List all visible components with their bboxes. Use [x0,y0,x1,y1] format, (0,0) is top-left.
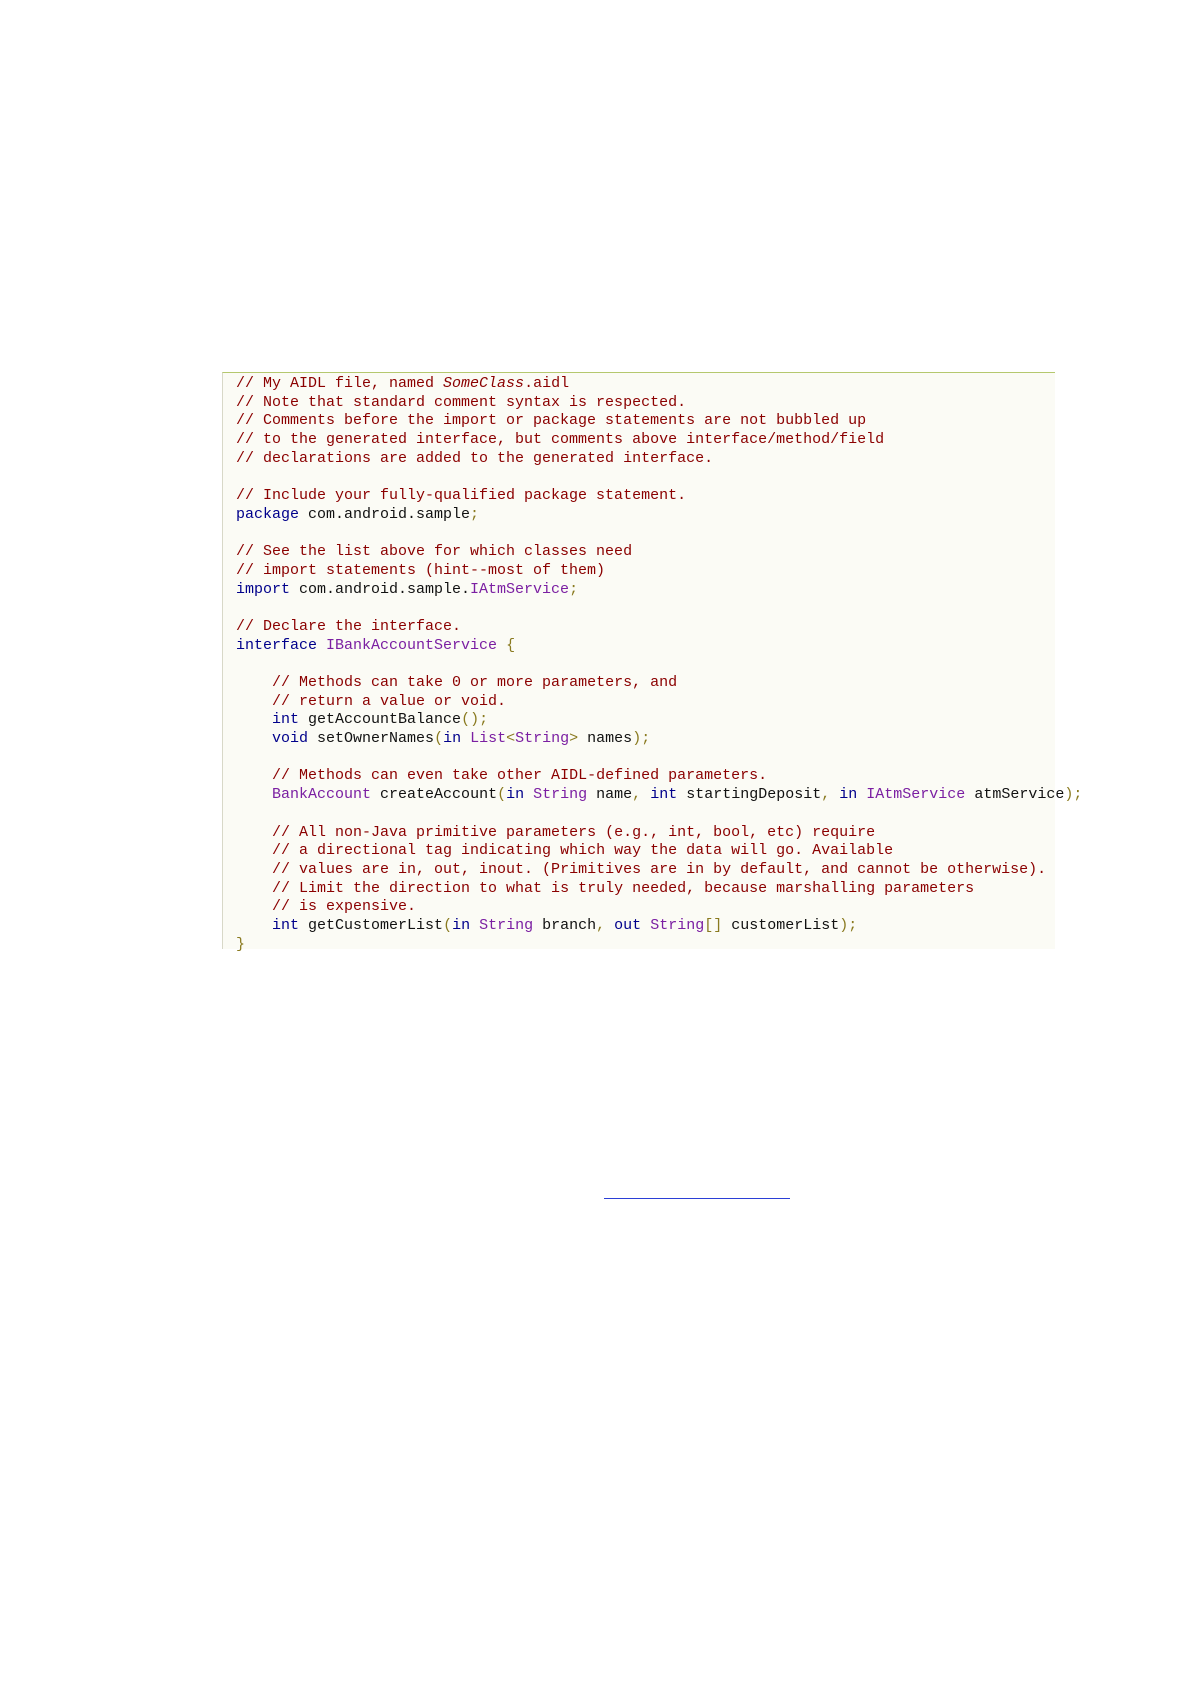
code-token-keyword: in [839,786,858,804]
code-token-plain [236,880,272,897]
code-token-plain [641,786,650,803]
code-token-plain [236,711,272,728]
code-token-plain: names [578,730,633,748]
code-token-plain [236,786,272,803]
code-token-comment: // Include your fully-qualified package statement. [236,487,687,505]
code-token-comment: // See the list above for which classes need [236,543,633,561]
code-token-keyword: void [272,730,309,748]
code-token-plain [857,786,866,803]
code-token-plain [317,637,326,654]
code-token-plain [236,693,272,710]
code-token-plain [236,730,272,747]
code-token-comment-italic: SomeClass [443,375,525,392]
code-line [236,749,1082,768]
code-token-comment: .aidl [524,375,570,392]
code-token-punct: ( [434,730,444,748]
code-token-type: IAtmService [470,580,570,598]
code-line [236,693,1082,712]
code-token-punct: ); [632,730,651,748]
code-token-plain: branch [533,916,597,934]
code-token-keyword: int [650,786,678,804]
code-token-plain: com.android.sample. [290,580,471,598]
code-token-comment: // a directional tag indicating which way the data will go. Available [272,842,894,860]
code-token-plain [470,917,479,934]
code-token-type: String [479,916,534,934]
code-line [236,805,1082,824]
code-token-punct: ); [1064,786,1083,804]
code-token-plain: com.android.sample [299,505,471,523]
code-line [236,730,1082,749]
code-line [236,599,1082,618]
code-line [236,394,1082,413]
code-token-punct: ( [497,786,507,804]
code-token-plain [497,637,506,654]
code-token-keyword: package [236,505,300,523]
code-token-plain [461,730,470,747]
code-token-keyword: out [614,916,642,934]
code-line [236,917,1082,936]
code-token-type: BankAccount [272,786,372,804]
code-line [236,506,1082,525]
code-token-plain [236,824,272,841]
code-line [236,431,1082,450]
code-line [236,880,1082,899]
code-token-comment: // Note that standard comment syntax is respected. [236,393,687,411]
code-token-comment: // declarations are added to the generated interface. [236,449,714,467]
code-token-punct: , [596,916,606,934]
code-token-keyword: interface [236,636,318,654]
code-token-punct: [] [704,916,723,934]
code-lines [236,375,1082,954]
code-token-punct: ; [470,505,480,523]
hyperlink-underline[interactable] [604,1198,790,1199]
code-token-comment: // All non-Java primitive parameters (e.g., int, bool, etc) require [272,823,876,841]
code-token-punct: (); [461,711,489,729]
code-token-comment: // Comments before the import or package statements are not bubbled up [236,412,867,430]
code-line [236,861,1082,880]
code-token-punct: ; [569,580,579,598]
code-token-keyword: int [272,711,300,729]
code-token-keyword: int [272,916,300,934]
code-token-plain: name [587,786,633,804]
code-line [236,674,1082,693]
code-line [236,711,1082,730]
code-token-plain: startingDeposit [677,786,822,804]
code-token-punct: ( [443,916,453,934]
code-token-type: String [650,916,705,934]
code-line [236,487,1082,506]
code-token-punct: , [632,786,642,804]
code-token-comment: // import statements (hint--most of them) [236,561,606,579]
code-token-type: String [533,786,588,804]
code-token-type: IAtmService [866,786,966,804]
code-line [236,767,1082,786]
code-token-plain: customerList [722,916,840,934]
code-token-punct: , [821,786,831,804]
code-token-comment: // to the generated interface, but comments above interface/method/field [236,431,885,449]
code-line [236,936,1082,955]
code-token-plain [236,674,272,691]
code-token-comment: // is expensive. [272,898,417,916]
code-token-comment: // return a value or void. [272,692,507,710]
code-token-punct: ); [839,916,858,934]
code-token-type: List [470,730,507,748]
code-line [236,543,1082,562]
code-token-plain: createAccount [371,786,498,804]
code-token-plain [236,898,272,915]
code-snippet-panel [222,372,1083,953]
code-line [236,618,1082,637]
code-token-comment: // values are in, out, inout. (Primitives are in by default, and cannot be otherwise). [272,860,1047,878]
code-token-type: String [515,730,570,748]
code-token-punct: < [506,730,516,748]
code-line [236,824,1082,843]
code-token-plain [236,861,272,878]
code-token-punct: { [506,636,516,654]
code-line [236,468,1082,487]
code-line [236,525,1082,544]
code-token-plain [830,786,839,803]
code-token-plain [605,917,614,934]
code-line [236,450,1082,469]
code-token-keyword: import [236,580,291,598]
code-token-type: IBankAccountService [326,636,498,654]
code-token-punct: > [569,730,579,748]
code-token-plain: atmService [965,786,1065,804]
code-line [236,655,1082,674]
code-token-comment: // Declare the interface. [236,617,462,635]
code-token-keyword: in [452,916,471,934]
code-token-comment: // My AIDL file, named [236,375,444,392]
code-token-plain: getCustomerList [299,916,444,934]
code-line [236,786,1082,805]
code-token-keyword: in [443,730,462,748]
code-line [236,898,1082,917]
code-token-plain [236,917,272,934]
code-line [236,562,1082,581]
code-token-comment: // Limit the direction to what is truly needed, because marshalling parameters [272,879,975,897]
code-token-comment: // Methods can even take other AIDL-defined parameters. [272,767,768,785]
code-token-comment: // Methods can take 0 or more parameters, and [272,674,678,691]
code-token-plain [641,917,650,934]
code-token-plain [236,842,272,859]
code-token-punct: } [236,935,246,953]
code-token-plain [524,786,533,803]
code-line [236,412,1082,431]
code-token-plain: getAccountBalance [299,711,462,729]
code-line [236,842,1082,861]
code-line [236,375,1082,394]
code-line [236,581,1082,600]
code-token-keyword: in [506,786,525,804]
code-token-plain: setOwnerNames [308,730,435,748]
code-line [236,637,1082,656]
code-token-plain [236,767,272,784]
